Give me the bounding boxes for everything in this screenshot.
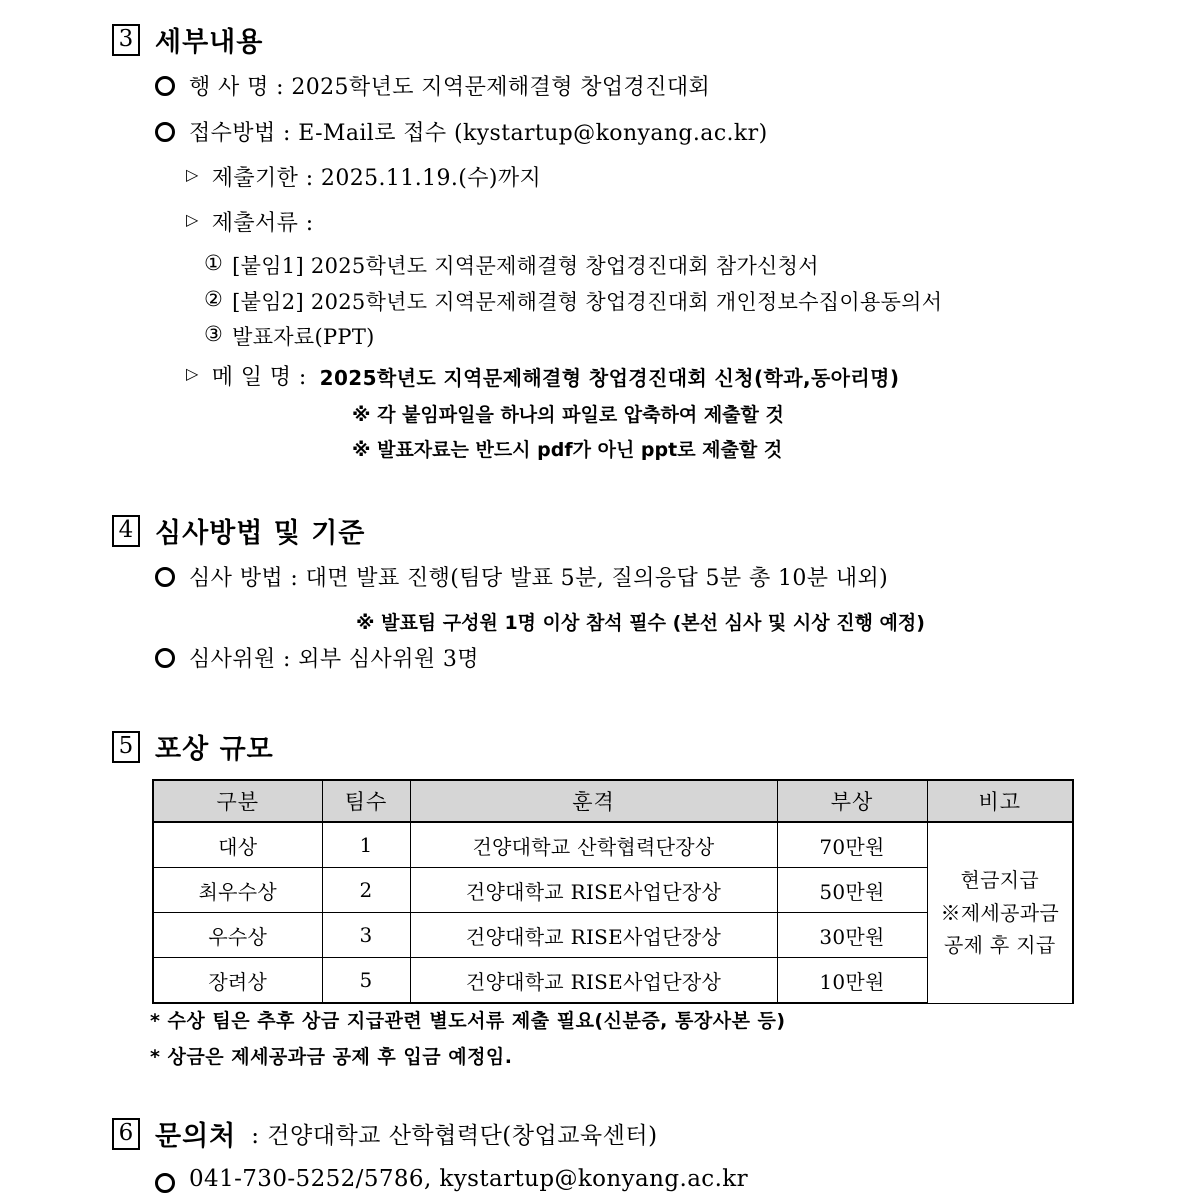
triangle-bullet-icon: ▷ <box>186 165 199 184</box>
attachment-text: [붙임1] 2025학년도 지역문제해결형 창업경진대회 참가신청서 <box>232 254 819 278</box>
judging-method-line <box>155 561 888 592</box>
cell-remark-merged <box>927 822 1073 1003</box>
cell-award: 건양대학교 RISE사업단장상 <box>410 913 777 958</box>
cell-award: 건양대학교 RISE사업단장상 <box>410 958 777 1004</box>
mail-title-line <box>186 360 899 391</box>
section-number-box: 3 <box>112 24 140 56</box>
cell-category: 우수상 <box>153 913 322 958</box>
remark-line: ※제세공과금 <box>940 900 1059 925</box>
col-header-prize: 부상 <box>777 780 927 822</box>
attachment-text: 발표자료(PPT) <box>232 325 375 349</box>
attachment-item-3 <box>204 321 375 351</box>
judges-line <box>155 642 479 673</box>
deadline-line <box>186 161 541 192</box>
deadline-text: 제출기한 : 2025.11.19.(수)까지 <box>211 166 542 191</box>
cell-prize: 50만원 <box>777 868 927 913</box>
circle-bullet-icon <box>155 648 175 668</box>
section-number-box: 5 <box>112 731 140 763</box>
circled-number-icon: ② <box>204 287 224 311</box>
attachment-text: [붙임2] 2025학년도 지역문제해결형 창업경진대회 개인정보수집이용동의서 <box>232 290 943 314</box>
attachment-item-1 <box>204 250 819 280</box>
cell-award: 건양대학교 산학협력단장상 <box>410 822 777 868</box>
documents-text: 제출서류 : <box>211 211 314 236</box>
awards-table <box>152 779 1074 1004</box>
award-footnote-1: * 수상 팀은 추후 상금 지급관련 별도서류 제출 필요(신분증, 통장사본 등) <box>150 1010 786 1032</box>
section-number-box: 6 <box>112 1118 140 1150</box>
attachment-item-2 <box>204 286 942 316</box>
award-footnote-2: * 상금은 제세공과금 공제 후 입금 예정임. <box>150 1046 513 1068</box>
event-name-line <box>155 70 710 101</box>
event-name-text: 행 사 명 : 2025학년도 지역문제해결형 창업경진대회 <box>189 75 711 100</box>
circle-bullet-icon <box>155 76 175 96</box>
cell-category: 최우수상 <box>153 868 322 913</box>
circle-bullet-icon <box>155 567 175 587</box>
col-header-award: 훈격 <box>410 780 777 822</box>
cell-award: 건양대학교 RISE사업단장상 <box>410 868 777 913</box>
cell-teams: 2 <box>322 868 410 913</box>
apply-method-text: 접수방법 : E-Mail로 접수 (kystartup@konyang.ac.kr) <box>189 121 768 146</box>
cell-teams: 1 <box>322 822 410 868</box>
cell-prize: 70만원 <box>777 822 927 868</box>
documents-line <box>186 206 314 237</box>
ppt-note: ※ 발표자료는 반드시 pdf가 아닌 ppt로 제출할 것 <box>352 439 783 461</box>
section-contact-heading <box>112 1114 658 1153</box>
mail-title-label: 메 일 명 : <box>211 365 307 390</box>
awards-header-row <box>153 780 1073 822</box>
triangle-bullet-icon: ▷ <box>186 210 199 229</box>
col-header-category: 구분 <box>153 780 322 822</box>
cell-teams: 5 <box>322 958 410 1004</box>
section-judging-heading <box>112 511 365 550</box>
circled-number-icon: ① <box>204 251 224 275</box>
table-row <box>153 822 1073 868</box>
triangle-bullet-icon: ▷ <box>186 364 199 383</box>
cell-teams: 3 <box>322 913 410 958</box>
section-title: 포상 규모 <box>155 734 274 765</box>
cell-prize: 30만원 <box>777 913 927 958</box>
judging-method-text: 심사 방법 : 대면 발표 진행(팀당 발표 5분, 질의응답 5분 총 10분 내외) <box>189 566 889 591</box>
cell-prize: 10만원 <box>777 958 927 1004</box>
circle-bullet-icon <box>155 1173 175 1193</box>
col-header-remark: 비고 <box>927 780 1073 822</box>
circled-number-icon: ③ <box>204 322 224 346</box>
contact-org-text: : 건양대학교 산학협력단(창업교육센터) <box>251 1123 658 1149</box>
contact-phone-text: 041-730-5252/5786, kystartup@konyang.ac.kr <box>189 1166 749 1192</box>
cell-category: 대상 <box>153 822 322 868</box>
cell-category: 장려상 <box>153 958 322 1004</box>
section-awards-heading <box>112 727 274 766</box>
circle-bullet-icon <box>155 122 175 142</box>
apply-method-line <box>155 116 768 147</box>
judges-text: 심사위원 : 외부 심사위원 3명 <box>189 647 479 672</box>
section-details-heading <box>112 20 263 59</box>
section-title: 심사방법 및 기준 <box>155 518 366 549</box>
mail-title-value: 2025학년도 지역문제해결형 창업경진대회 신청(학과,동아리명) <box>319 366 900 390</box>
section-title: 세부내용 <box>155 27 264 58</box>
remark-line: 공제 후 지급 <box>944 932 1056 957</box>
contact-phone-line <box>155 1166 748 1193</box>
zip-note: ※ 각 붙임파일을 하나의 파일로 압축하여 제출할 것 <box>352 404 784 426</box>
section-number-box: 4 <box>112 515 140 547</box>
remark-line: 현금지급 <box>960 868 1039 893</box>
attendance-note: ※ 발표팀 구성원 1명 이상 참석 필수 (본선 심사 및 시상 진행 예정) <box>356 612 925 634</box>
col-header-teams: 팀수 <box>322 780 410 822</box>
section-title: 문의처 <box>155 1121 237 1152</box>
